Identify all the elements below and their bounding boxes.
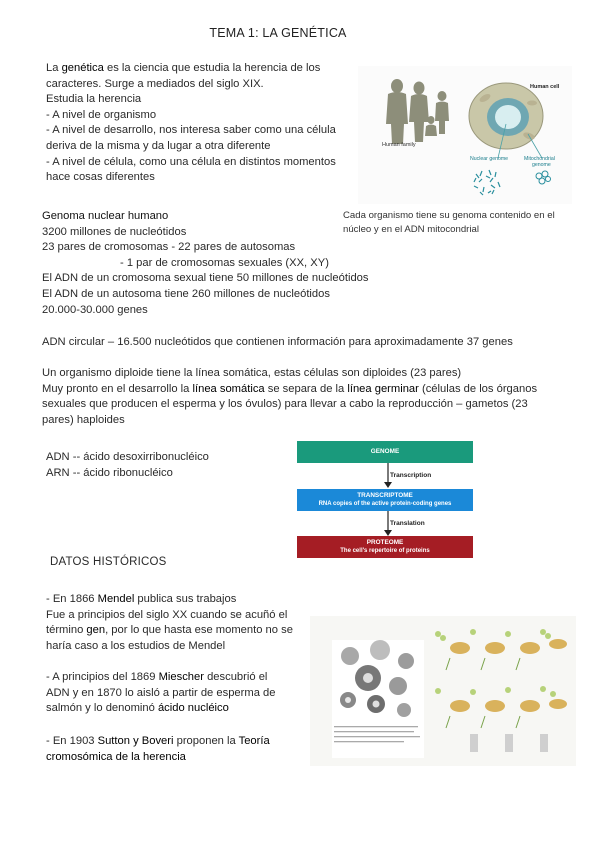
- genome-heading: Genoma nuclear humano: [42, 210, 169, 222]
- micrograph-image: [332, 640, 424, 758]
- mitochondrial-genome-label-1: Mitochondrial: [524, 156, 555, 162]
- arn-definition: ARN -- ácido ribonucléico: [46, 466, 173, 479]
- proteome-box: PROTEOME The cell's repertoire of proteins: [297, 536, 473, 558]
- cells-and-mice-illustration: [310, 616, 576, 766]
- circular-dna-text: ADN circular – 16.500 nucleótidos que contienen información para aproximadamente 37 genes: [42, 336, 513, 348]
- mitochondrial-genome-label-2: genome: [532, 162, 551, 168]
- page-title: TEMA 1: LA GENÉTICA: [209, 26, 347, 40]
- translation-label: Translation: [390, 520, 425, 527]
- human-family-label: Human family: [382, 142, 416, 148]
- figure1-caption: Cada organismo tiene su genoma contenido en el núcleo y en el ADN mitocondrial: [343, 210, 555, 235]
- human-genome-figure: [358, 66, 572, 204]
- transcription-label: Transcription: [390, 472, 432, 479]
- history-heading: DATOS HISTÓRICOS: [50, 556, 167, 568]
- acids-list: [46, 450, 209, 481]
- history-miescher: - A principios del 1869 Miescher descubrió el ADN y en 1870 lo aisló a partir de esperma de salmón y lo denominó ácido nucléico: [46, 671, 276, 715]
- history-mendel: - En 1866 Mendel publica sus trabajos Fue a principios del siglo XX cuando se acuñó el término gen, por lo que hasta ese momento no se haría caso a los estudios de Mendel: [46, 593, 293, 652]
- genome-box: GENOME: [297, 441, 473, 463]
- human-cell-label: Human cell: [530, 84, 560, 90]
- genome-section: Genoma nuclear humano 3200 millones de nucleótidos 23 pares de cromosomas - 22 pares de autosomas - 1 par de cromosomas sexuales (XX, XY) El ADN de un cromosoma sexual tiene 50 millones de nucleótidos El ADN de un autosoma tiene 260 millones de nucleótidos 20.000-30.000 genes: [42, 210, 369, 316]
- diploid-paragraph: Un organismo diploide tiene la línea somática, estas células son diploides (23 pares) Muy pronto en el desarrollo la línea somática se separa de la línea germinar (células de los órganos sexuales que producen el esperma y los óvulos) para llevar a cabo la reproducción – gametos (23 pares) haploides: [42, 367, 538, 426]
- transcriptome-box: TRANSCRIPTOME RNA copies of the active protein-coding genes: [297, 489, 473, 511]
- genetica-term: genética: [61, 62, 104, 74]
- cell-diagram: [469, 83, 543, 149]
- griffith-mice-experiment: [435, 629, 567, 752]
- intro-text: La genética es la ciencia que estudia la herencia de los caracteres. Surge a mediados del siglo XIX. Estudia la herencia - A nivel de organismo - A nivel de desarrollo, nos interesa saber como una célula deriva de la misma y da lugar a otra diferente - A nivel de célula, como una célula en distintos momentos hace cosas diferentes: [46, 62, 336, 184]
- historical-figures: [310, 616, 576, 766]
- human-family-cell-illustration: [358, 66, 572, 204]
- nuclear-genome-label: Nuclear genome: [470, 156, 509, 162]
- history-sutton-boveri: - En 1903 Sutton y Boveri proponen la Teoría cromosómica de la herencia: [46, 735, 270, 763]
- adn-definition: ADN -- ácido desoxirribonucléico: [46, 451, 209, 463]
